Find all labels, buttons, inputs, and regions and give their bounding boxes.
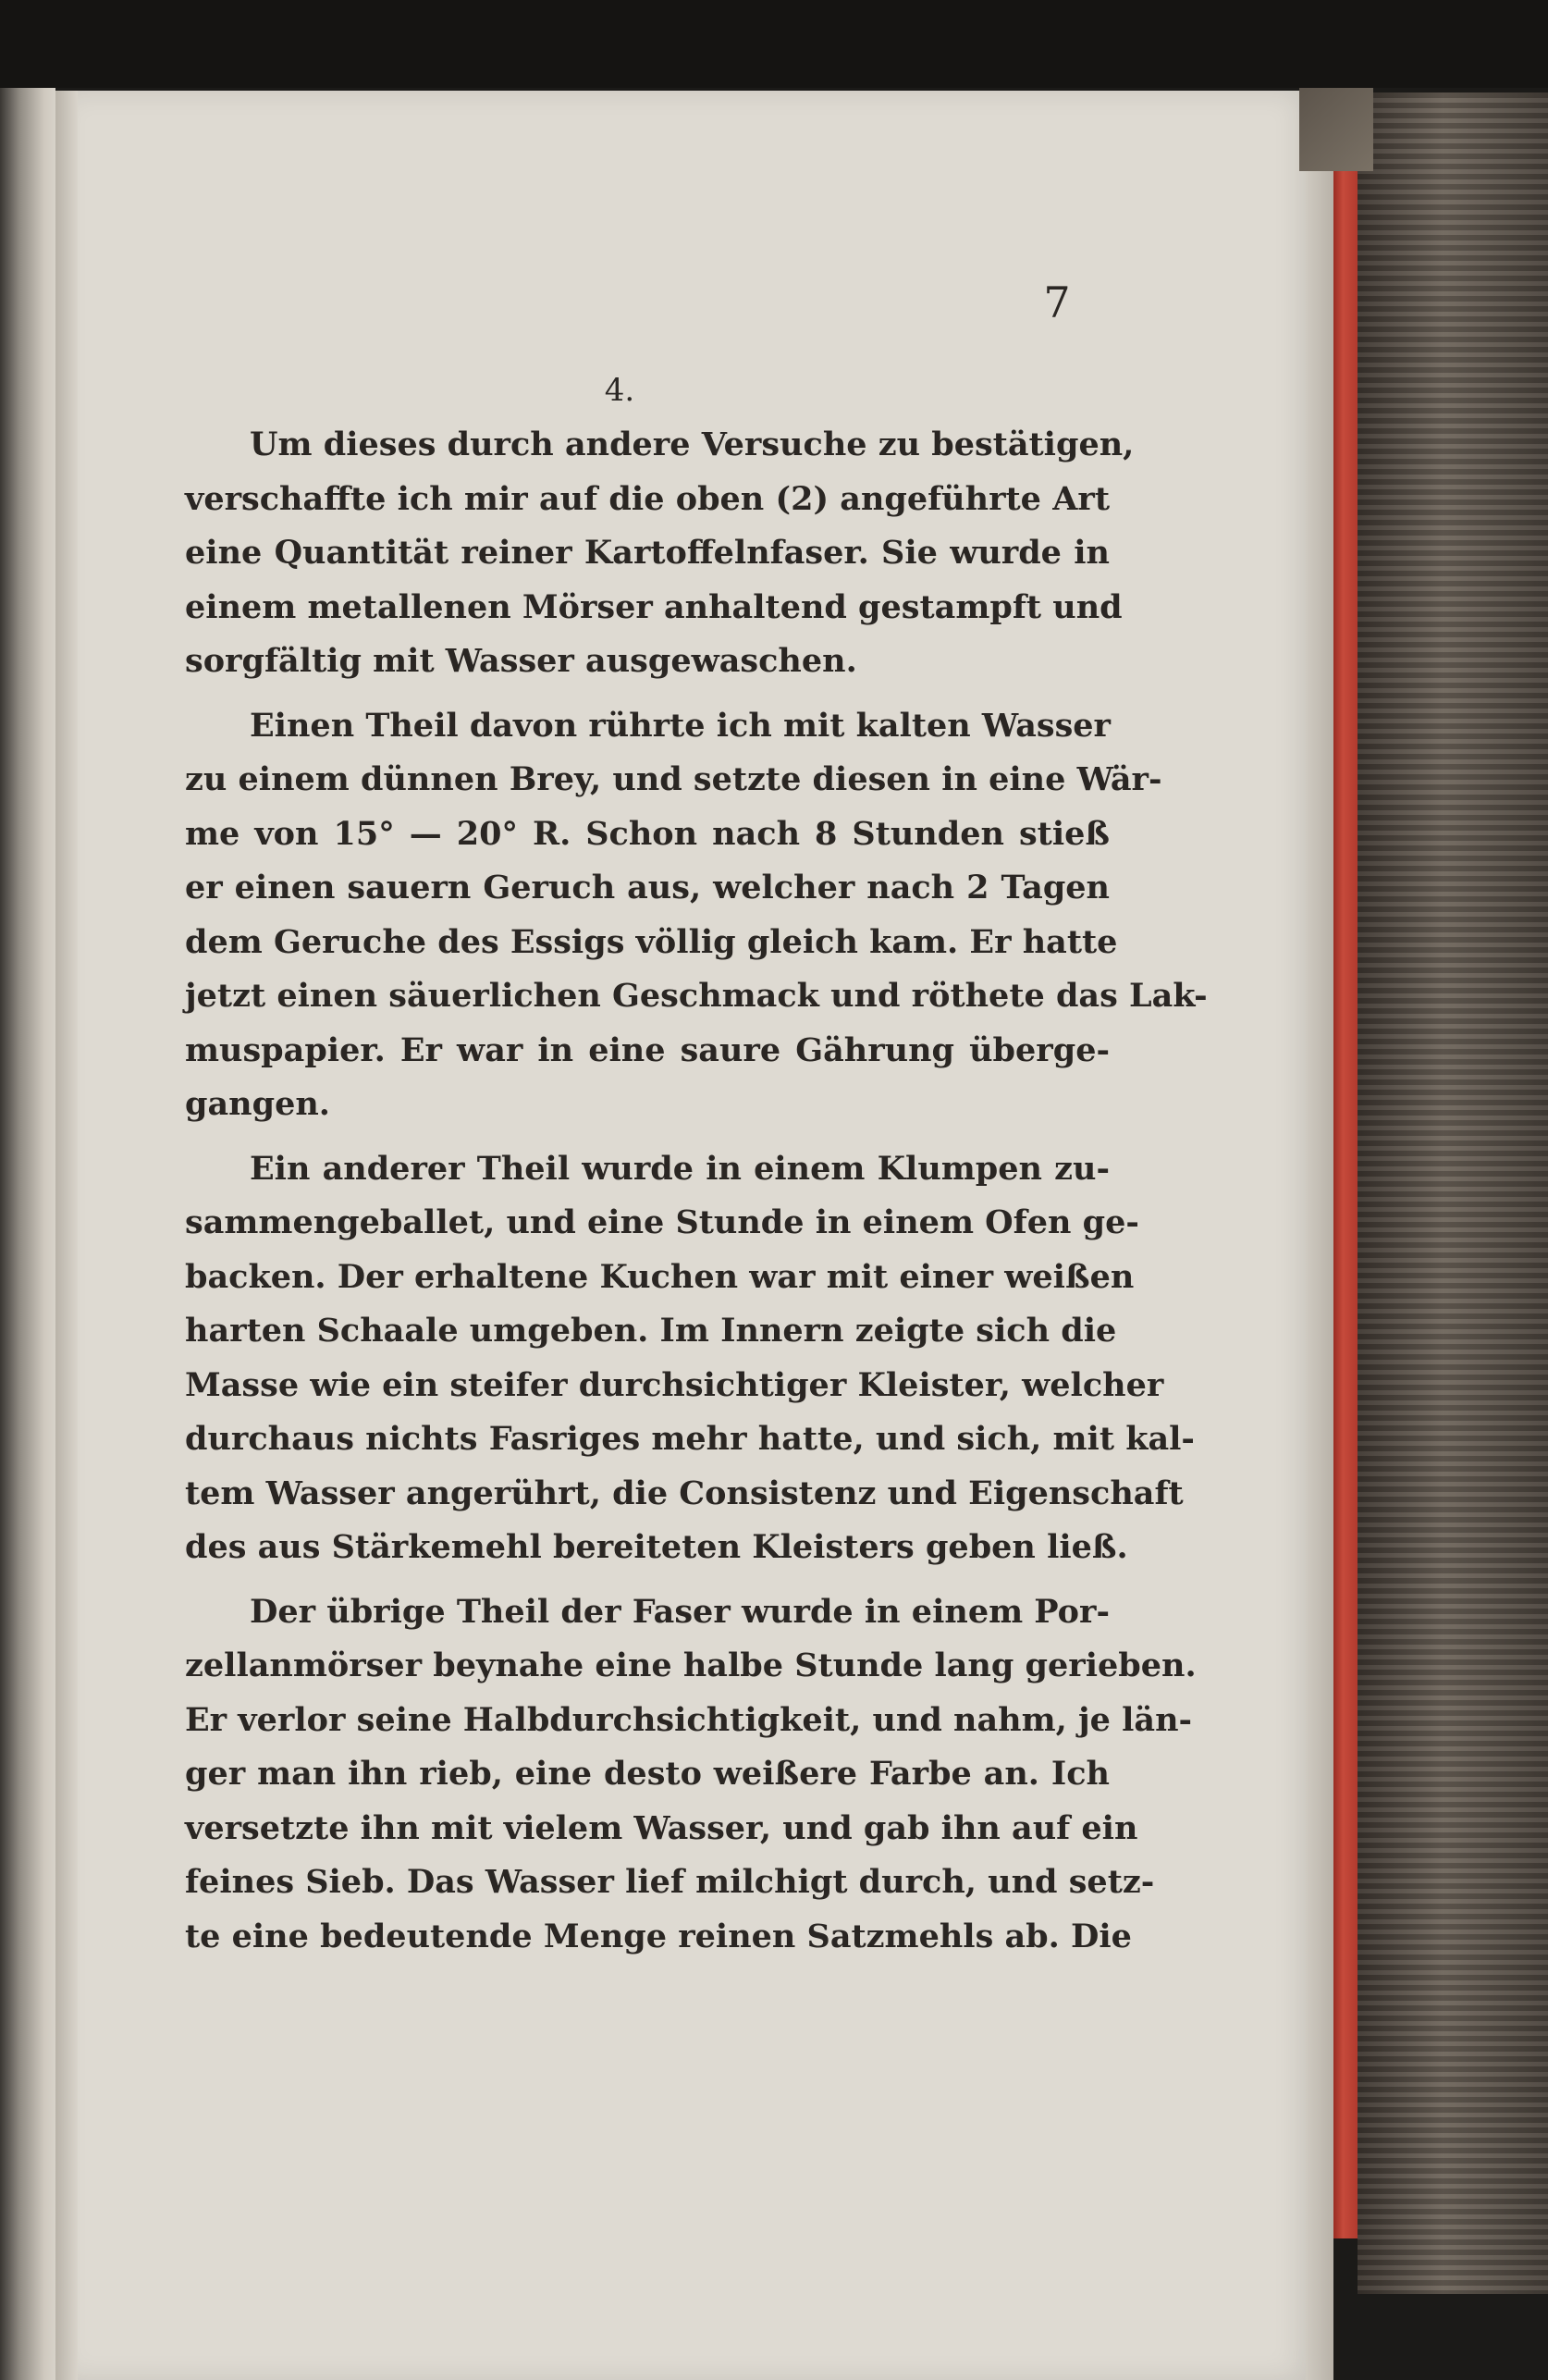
text-line: Der übrige Theil der Faser wurde in einem Por- (250, 1592, 1110, 1631)
text-line: er einen sauern Geruch aus, welcher nach 2 Tagen (185, 869, 1110, 906)
text-line: Um dieses durch andere Versuche zu bestätigen, (250, 425, 1135, 463)
text-line: tem Wasser angerührt, die Consistenz und Eigenschaft (185, 1474, 1184, 1512)
text-line: gangen. (185, 1085, 330, 1123)
text-line: durchaus nichts Fasriges mehr hatte, und sich, mit kal- (185, 1420, 1195, 1458)
text-body (185, 418, 1208, 1974)
text-line: ger man ihn rieb, eine desto weißere Farbe an. Ich (185, 1755, 1110, 1793)
text-line: te eine bedeutende Menge reinen Satzmehls ab. Die (185, 1917, 1132, 1955)
paragraph (185, 1585, 1197, 1965)
text-line: jetzt einen säuerlichen Geschmack und röthete das Lak- (185, 977, 1208, 1015)
book-cover (1358, 92, 1548, 2294)
text-line: des aus Stärkemehl bereiteten Kleisters geben ließ. (185, 1528, 1128, 1566)
text-line: me von 15° — 20° R. Schon nach 8 Stunden stieß (185, 814, 1110, 853)
paragraph (185, 1142, 1195, 1575)
text-line: zellanmörser beynahe eine halbe Stunde lang gerieben. (185, 1646, 1197, 1684)
text-line: zu einem dünnen Brey, und setzte diesen in eine Wär- (185, 760, 1162, 798)
text-line: backen. Der erhaltene Kuchen war mit einer weißen (185, 1257, 1135, 1296)
text-line: Er verlor seine Halbdurchsichtigkeit, und nahm, je län- (185, 1700, 1193, 1739)
paragraph (185, 418, 1135, 689)
text-line: harten Schaale umgeben. Im Innern zeigte sich die (185, 1312, 1117, 1350)
left-page-edge (0, 88, 55, 2380)
text-line: sammengeballet, und eine Stunde in einem Ofen ge- (185, 1203, 1139, 1241)
text-line: eine Quantität reiner Kartoffelnfaser. Sie wurde in (185, 534, 1110, 572)
text-line: feines Sieb. Das Wasser lief milchigt durch, und setz- (185, 1863, 1155, 1901)
page-number: 7 (1043, 277, 1071, 327)
text-line: Masse wie ein steifer durchsichtiger Kleister, welcher (185, 1365, 1164, 1404)
page-gutter (55, 91, 78, 2380)
page-edge (1306, 91, 1333, 2380)
text-line: einem metallenen Mörser anhaltend gestampft und (185, 587, 1123, 626)
background-top (0, 0, 1548, 88)
section-number: 4. (604, 372, 635, 409)
text-line: dem Geruche des Essigs völlig gleich kam. Er hatte (185, 922, 1118, 961)
text-line: Einen Theil davon rührte ich mit kalten Wasser (250, 706, 1111, 745)
book-cover-corner (1299, 88, 1373, 171)
red-page-edge (1333, 157, 1358, 2238)
text-line: muspapier. Er war in eine saure Gährung überge- (185, 1030, 1110, 1069)
paragraph (185, 699, 1208, 1132)
text-line: verschaffte ich mir auf die oben (2) angeführte Art (185, 479, 1110, 518)
text-line: versetzte ihn mit vielem Wasser, und gab ihn auf ein (185, 1808, 1138, 1847)
text-line: Ein anderer Theil wurde in einem Klumpen zu- (250, 1149, 1110, 1188)
text-line: sorgfältig mit Wasser ausgewaschen. (185, 642, 857, 680)
